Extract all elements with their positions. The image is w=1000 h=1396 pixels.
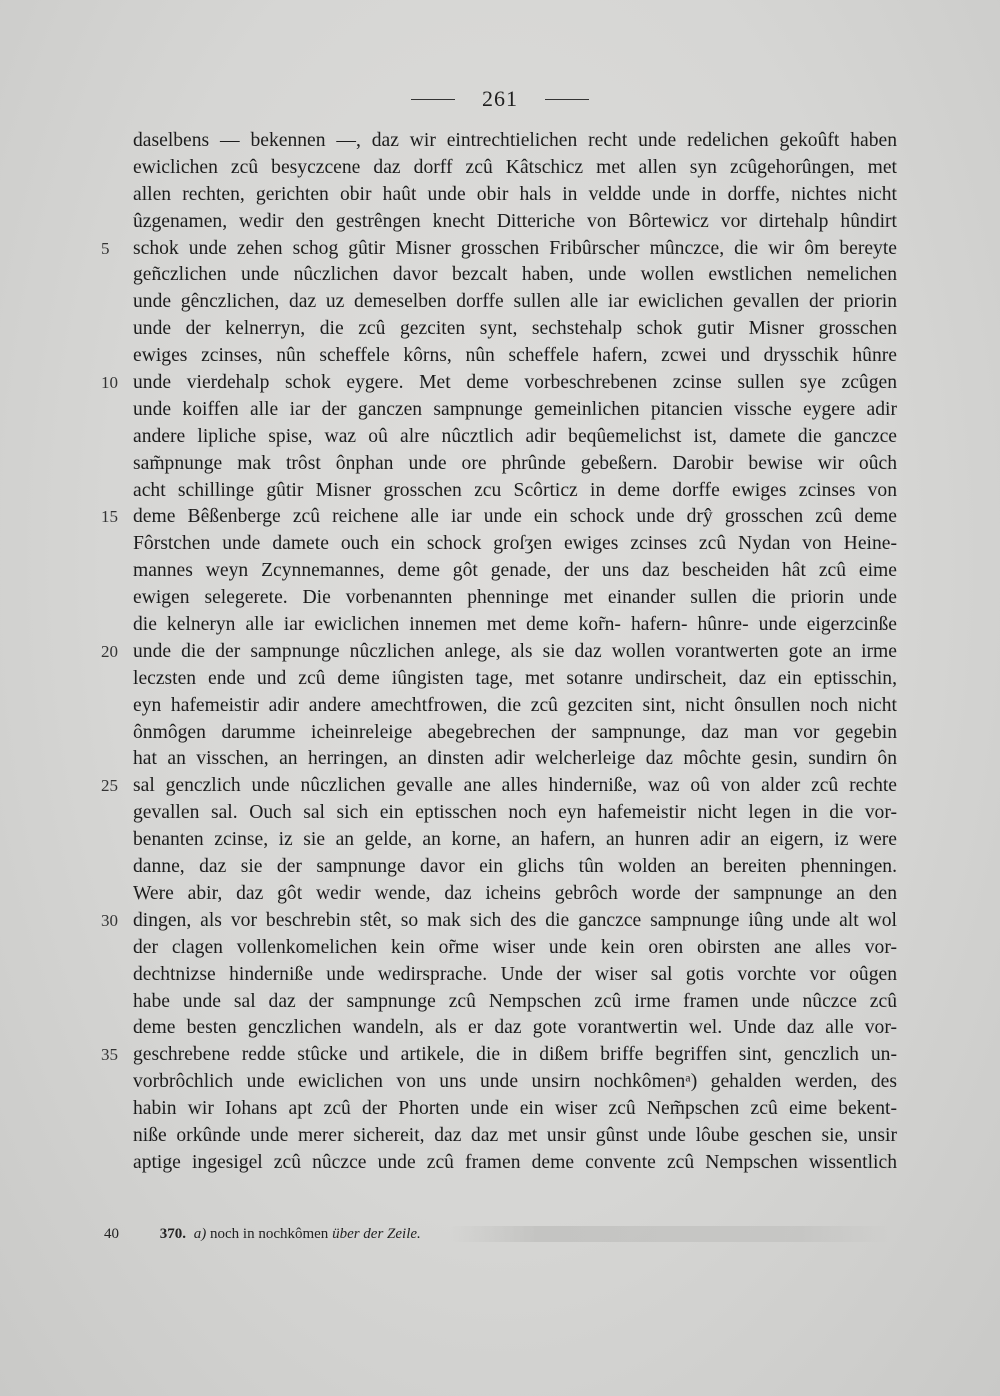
text-line [101, 639, 897, 666]
text-line [133, 531, 897, 558]
line-number: 25 [101, 776, 118, 796]
text-line [101, 1042, 897, 1069]
line-text: deme besten genczlichen wandeln, als er daz gote vorantwertin wel. Unde daz alle vor- [133, 1017, 897, 1039]
line-text: ewiclichen zcû besyczcene daz dorff zcû Kâtschicz met allen syn zcûgehorûngen, met [133, 156, 897, 178]
text-line [133, 693, 897, 720]
text-line [133, 397, 897, 424]
line-text: der clagen vollenkomelichen kein or̃me wiser unde kein oren obirsten ane alles vor- [133, 936, 897, 958]
line-text: leczsten ende und zcû deme iûngisten tage, met sotanre undirscheit, daz ein eptisschin, [133, 667, 897, 689]
header-rule-right [545, 99, 589, 100]
text-line [133, 209, 897, 236]
footnote-text: noch in nochkômen [210, 1226, 329, 1242]
text-line [133, 585, 897, 612]
text-line [133, 989, 897, 1016]
text-line [101, 236, 897, 263]
text-line [133, 1150, 897, 1177]
page-header [0, 86, 1000, 114]
line-text: deme Bêßenberge zcû reichene alle iar unde ein schock unde drŷ grosschen zcû deme [133, 506, 897, 528]
text-line [133, 827, 897, 854]
text-line [133, 424, 897, 451]
line-text: dingen, als vor beschrebin stêt, so mak sich des die ganczce sampnunge iûng unde alt wol [133, 909, 897, 931]
text-line [101, 504, 897, 531]
document-body [101, 128, 897, 1177]
text-line [133, 1015, 897, 1042]
text-line [133, 854, 897, 881]
line-number: 15 [101, 507, 118, 527]
text-line [133, 478, 897, 505]
text-line [133, 128, 897, 155]
text-line [133, 962, 897, 989]
line-text: unde die der sampnunge nûczlichen anlege, als sie daz wollen vorantwerten gote an irme [133, 640, 897, 662]
text-line [101, 908, 897, 935]
text-line [133, 720, 897, 747]
line-text: benanten zcinse, iz sie an gelde, an korne, an hafern, an hunren adir an eigern, iz were [133, 829, 897, 851]
text-line [133, 289, 897, 316]
line-text: ewigen selegerete. Die vorbenannten phenninge met einander sullen die priorin unde [133, 587, 897, 609]
line-text: Fôrstchen unde damete ouch ein schock groſʒen ewiges zcinses zcû Nydan von Heine- [133, 533, 897, 555]
text-line [133, 182, 897, 209]
line-text: unde vierdehalp schok eygere. Met deme vorbeschrebenen zcinse sullen sye zcûgen [133, 372, 897, 394]
line-text: ûzgenamen, wedir den gestrêngen knecht Ditteriche von Bôrtewicz vor dirtehalp hûndirt [133, 210, 897, 232]
header-rule-left [411, 99, 455, 100]
line-number: 20 [101, 641, 118, 661]
text-line [133, 800, 897, 827]
footnote-label: a) [193, 1226, 207, 1242]
text-line [133, 935, 897, 962]
line-text: acht schillinge gûtir Misner grosschen zcu Scôrticz in deme dorffe ewiges zcinses von [133, 479, 897, 501]
line-text: geschrebene redde stûcke und artikele, die in dißem briffe begriffen sint, genczlich un- [133, 1044, 897, 1066]
bleed-through-shadow [450, 1226, 890, 1242]
text-line [133, 666, 897, 693]
text-line [133, 1123, 897, 1150]
text-line [101, 370, 897, 397]
line-number: 35 [101, 1045, 118, 1065]
line-text: habe unde sal daz der sampnunge zcû Nempschen zcû irme framen unde nûczce zcû [133, 990, 897, 1012]
line-text: schok unde zehen schog gûtir Misner grosschen Fribûrscher mûnczce, die wir ôm bereyte [133, 237, 897, 259]
line-text: ewiges zcinses, nûn scheffele kôrns, nûn scheffele hafern, zcwei und drysschik hûnre [133, 345, 897, 367]
line-text: niße orkûnde unde merer sichereit, daz daz met unsir gûnst unde lôube geschen sie, unsir [133, 1124, 897, 1146]
line-number: 30 [101, 910, 118, 930]
text-line [133, 316, 897, 343]
line-text: danne, daz sie der sampnunge davor ein glichs tûn wolden an bereiten phenningen. [133, 856, 897, 878]
line-text: ônmôgen darumme icheinreleige abegebrechen der sampnunge, daz man vor gegebin [133, 721, 897, 743]
line-text: unde koiffen alle iar der ganczen sampnunge gemeinlichen pitancien vissche eygere adir [133, 398, 897, 420]
text-line [133, 881, 897, 908]
line-text: habin wir Iohans apt zcû der Phorten unde ein wiser zcû Nem̃pschen zcû eime bekent- [133, 1098, 897, 1120]
line-text: mannes weyn Zcynnemannes, deme gôt genade, der uns daz bescheiden hât zcû eime [133, 560, 897, 582]
line-text: hat an visschen, an herringen, an dinsten adir welcherleige daz môchte gesin, sundirn ôn [133, 748, 897, 770]
line-number: 5 [101, 238, 110, 258]
text-line [101, 773, 897, 800]
line-text: eyn hafemeistir adir andere amechtfrowen, die zcû gezciten sint, nicht ônsullen noch nicht [133, 694, 897, 716]
line-text: die kelneryn alle iar ewiclichen innemen met deme kor̃n- hafern- hûnre- unde eigerzcinße [133, 614, 897, 636]
line-text: aptige ingesigel zcû nûczce unde zcû framen deme convente zcû Nempschen wissentlich [133, 1151, 897, 1173]
text-line [133, 262, 897, 289]
line-text: gevallen sal. Ouch sal sich ein eptisschen noch eyn hafemeistir nicht legen in die vor- [133, 802, 897, 824]
text-line [133, 1069, 897, 1096]
footnote-line-number: 40 [104, 1226, 119, 1242]
line-text: sam̃pnunge mak trôst ônphan unde ore phrûnde gebeßern. Darobir bewise wir oûch [133, 452, 897, 474]
text-line [133, 343, 897, 370]
text-line [133, 612, 897, 639]
line-text: unde gênczlichen, daz uz demeselben dorffe sullen alle iar ewiclichen gevallen der priorin [133, 291, 897, 313]
text-line [133, 746, 897, 773]
text-line [133, 451, 897, 478]
line-text: andere lipliche spise, waz oû alre nûcztlich adir beqûemelichst ist, damete die ganczce [133, 425, 897, 447]
footnote-italic-note: über der Zeile. [332, 1226, 421, 1242]
line-text: Were abir, daz gôt wedir wende, daz icheins gebrôch worde der sampnunge an den [133, 882, 897, 904]
footnote-document-ref: 370. [159, 1226, 186, 1242]
text-line [133, 155, 897, 182]
line-text: unde der kelnerryn, die zcû gezciten synt, sechstehalp schok gutir Misner grosschen [133, 318, 897, 340]
text-line [133, 558, 897, 585]
line-text: daselbens — bekennen —, daz wir eintrechtielichen recht unde redelichen gekoûft haben [133, 130, 897, 151]
text-line [133, 1096, 897, 1123]
line-text: dechtnizse hinderniße unde wedirsprache. Unde der wiser sal gotis vorchte vor oûgen [133, 963, 897, 985]
line-text: geñczlichen unde nûczlichen davor bezcalt haben, unde wollen ewstlichen nemelichen [133, 264, 897, 286]
line-text: vorbrôchlich unde ewiclichen von uns unde unsirn nochkômenᵃ) gehalden werden, des [133, 1071, 897, 1093]
page-number: 261 [482, 86, 518, 111]
line-text: sal genczlich unde nûczlichen gevalle ane alles hinderniße, waz oû von alder zcû rechte [133, 775, 897, 797]
footnote [104, 1226, 421, 1243]
line-text: allen rechten, gerichten obir haût unde obir hals in veldde unde in dorffe, nichtes nicht [133, 183, 897, 205]
line-number: 10 [101, 373, 118, 393]
